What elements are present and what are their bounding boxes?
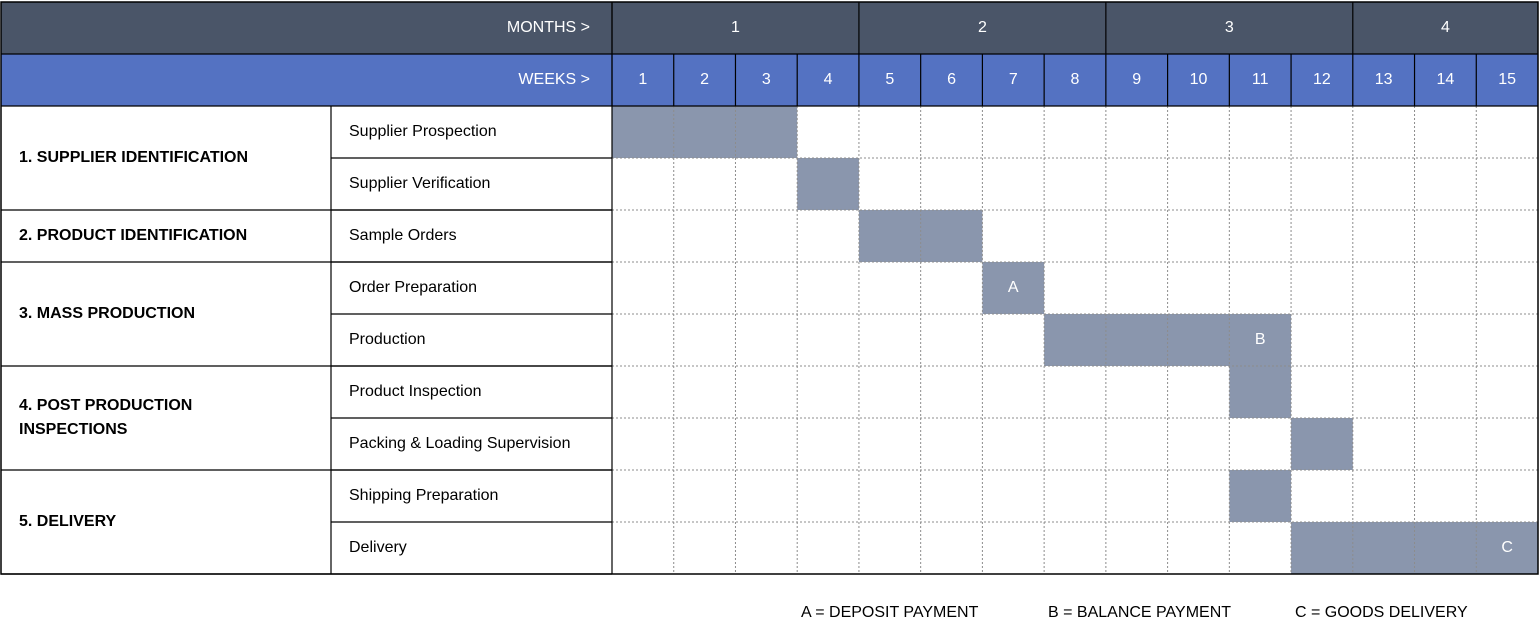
week-header-2: 2 (700, 71, 710, 89)
phase-label-4: 4. POST PRODUCTION (19, 397, 193, 415)
gantt-bar-7 (1291, 418, 1353, 470)
week-header-9: 9 (1132, 71, 1142, 89)
week-header-13: 13 (1374, 71, 1393, 89)
gantt-bar-8 (1229, 470, 1291, 522)
phase-label-1: 1. SUPPLIER IDENTIFICATION (19, 149, 249, 167)
phase-label-4: INSPECTIONS (19, 421, 128, 439)
task-label-3: Sample Orders (349, 227, 457, 245)
months-header-band (1, 2, 1538, 54)
bar-marker-A: A (1007, 279, 1019, 297)
weeks-label: WEEKS > (518, 71, 590, 89)
phase-label-2: 2. PRODUCT IDENTIFICATION (19, 227, 248, 245)
week-header-8: 8 (1070, 71, 1080, 89)
phase-label-5: 5. DELIVERY (19, 513, 117, 531)
task-label-1: Supplier Prospection (349, 123, 497, 141)
week-header-6: 6 (947, 71, 956, 89)
week-header-14: 14 (1436, 71, 1455, 89)
task-label-7: Packing & Loading Supervision (349, 435, 571, 453)
gantt-bar-6 (1229, 366, 1291, 418)
bar-marker-C: C (1501, 539, 1513, 557)
week-header-11: 11 (1251, 71, 1269, 89)
week-header-1: 1 (638, 71, 648, 89)
legend-deposit-payment: A = DEPOSIT PAYMENT (801, 604, 979, 621)
task-label-6: Product Inspection (349, 383, 482, 401)
bar-marker-B: B (1254, 331, 1266, 349)
phase-label-3: 3. MASS PRODUCTION (19, 305, 196, 323)
task-label-2: Supplier Verification (349, 175, 491, 193)
legend-balance-payment: B = BALANCE PAYMENT (1048, 604, 1232, 621)
legend-goods-delivery: C = GOODS DELIVERY (1295, 604, 1468, 621)
week-header-15: 15 (1498, 71, 1517, 89)
month-header-1: 1 (731, 19, 740, 37)
month-header-3: 3 (1224, 19, 1234, 37)
task-label-5: Production (349, 331, 426, 349)
gantt-bar-2 (797, 158, 859, 210)
week-header-12: 12 (1313, 71, 1331, 89)
task-label-8: Shipping Preparation (349, 487, 499, 505)
month-header-2: 2 (977, 19, 987, 37)
gantt-bar-1 (612, 106, 797, 158)
week-header-10: 10 (1189, 71, 1208, 89)
week-header-4: 4 (823, 71, 833, 89)
week-header-7: 7 (1008, 71, 1018, 89)
week-header-3: 3 (761, 71, 771, 89)
task-label-9: Delivery (349, 539, 407, 557)
months-label: MONTHS > (506, 19, 590, 37)
week-header-5: 5 (885, 71, 895, 89)
task-label-4: Order Preparation (349, 279, 478, 297)
month-header-4: 4 (1440, 19, 1450, 37)
